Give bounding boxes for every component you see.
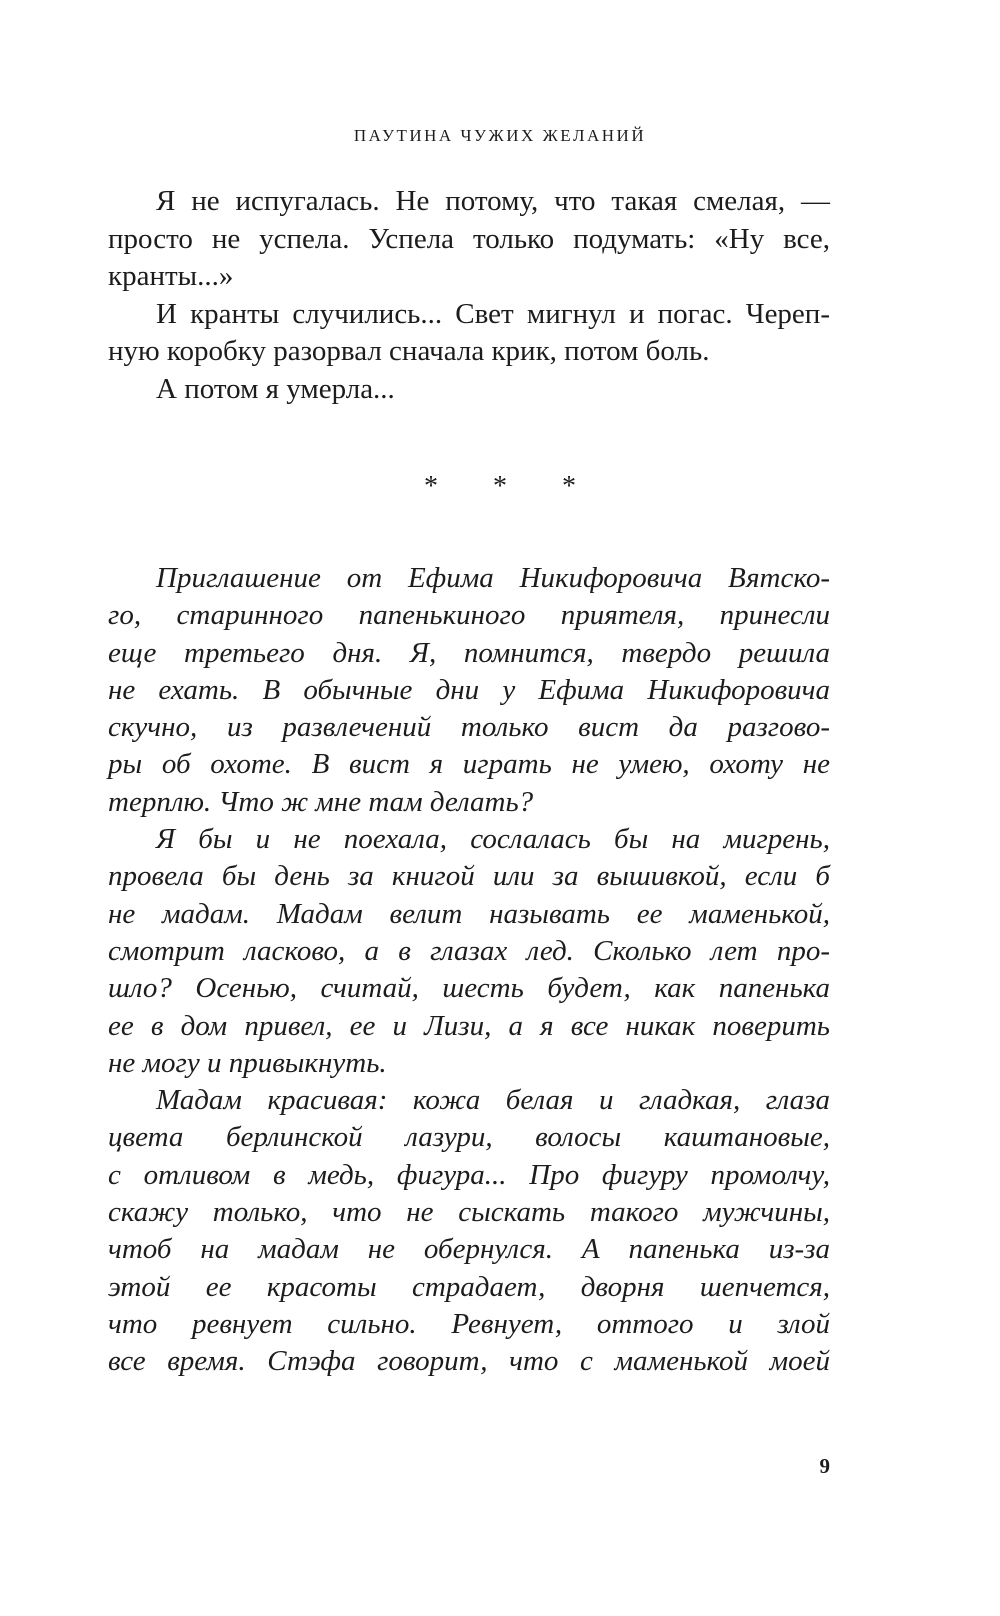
text-line: шло? Осенью, считай, шесть будет, как папенька xyxy=(108,972,830,1005)
text-line: что ревнует сильно. Ревнует, оттого и злой xyxy=(108,1307,830,1340)
page-number: 9 xyxy=(819,1454,830,1478)
text-line: не могу и привыкнуть. xyxy=(108,1046,387,1079)
text-line: Приглашение от Ефима Никифоровича Вятско- xyxy=(156,562,830,594)
text-line: все время. Стэфа говорит, что с маменькой моей xyxy=(108,1345,830,1378)
text-line: чтоб на мадам не обернулся. А папенька из-за xyxy=(108,1233,830,1266)
text-line: смотрит ласково, а в глазах лед. Сколько лет про- xyxy=(108,934,830,967)
text-line: цвета берлинской лазури, волосы каштановые, xyxy=(108,1121,830,1154)
text-line: ную коробку разорвал сначала крик, потом боль. xyxy=(108,335,710,367)
text-line: этой ее красоты страдает, дворня шепчется, xyxy=(108,1270,830,1303)
text-line: не мадам. Мадам велит называть ее маменькой, xyxy=(108,897,830,930)
text-line: Я не испугалась. Не потому, что такая смелая, — xyxy=(156,185,830,217)
text-line: скучно, из развлечений только вист да разгово- xyxy=(108,711,830,744)
text-line: не ехать. В обычные дни у Ефима Никифоровича xyxy=(108,673,830,706)
italic-text-block xyxy=(108,560,830,1381)
text-line: ее в дом привел, ее и Лизи, а я все никак поверить xyxy=(108,1009,830,1042)
text-line: Мадам красивая: кожа белая и гладкая, глаза xyxy=(156,1084,830,1117)
text-line: го, старинного папенькиного приятеля, принесли xyxy=(108,599,830,632)
upright-text-block xyxy=(108,183,830,408)
text-line: провела бы день за книгой или за вышивкой, если б xyxy=(108,860,830,893)
text-line: терплю. Что ж мне там делать? xyxy=(108,785,534,818)
text-line: просто не успела. Успела только подумать: «Ну все, xyxy=(108,222,830,255)
text-line: еще третьего дня. Я, помнится, твердо решила xyxy=(108,636,830,669)
text-line: А потом я умерла... xyxy=(156,372,395,405)
text-line: ры об охоте. В вист я играть не умею, охоту не xyxy=(108,748,830,781)
text-line: И кранты случились... Свет мигнул и погас. Череп- xyxy=(156,297,830,330)
text-line: кранты...» xyxy=(108,260,234,292)
running-head: ПАУТИНА ЧУЖИХ ЖЕЛАНИЙ xyxy=(353,126,647,145)
text-line: с отливом в медь, фигура... Про фигуру промолчу, xyxy=(108,1158,830,1191)
text-line: скажу только, что не сыскать такого мужчины, xyxy=(108,1196,830,1229)
section-separator: * * * xyxy=(424,471,600,502)
text-line: Я бы и не поехала, сослалась бы на мигрень, xyxy=(156,823,830,856)
